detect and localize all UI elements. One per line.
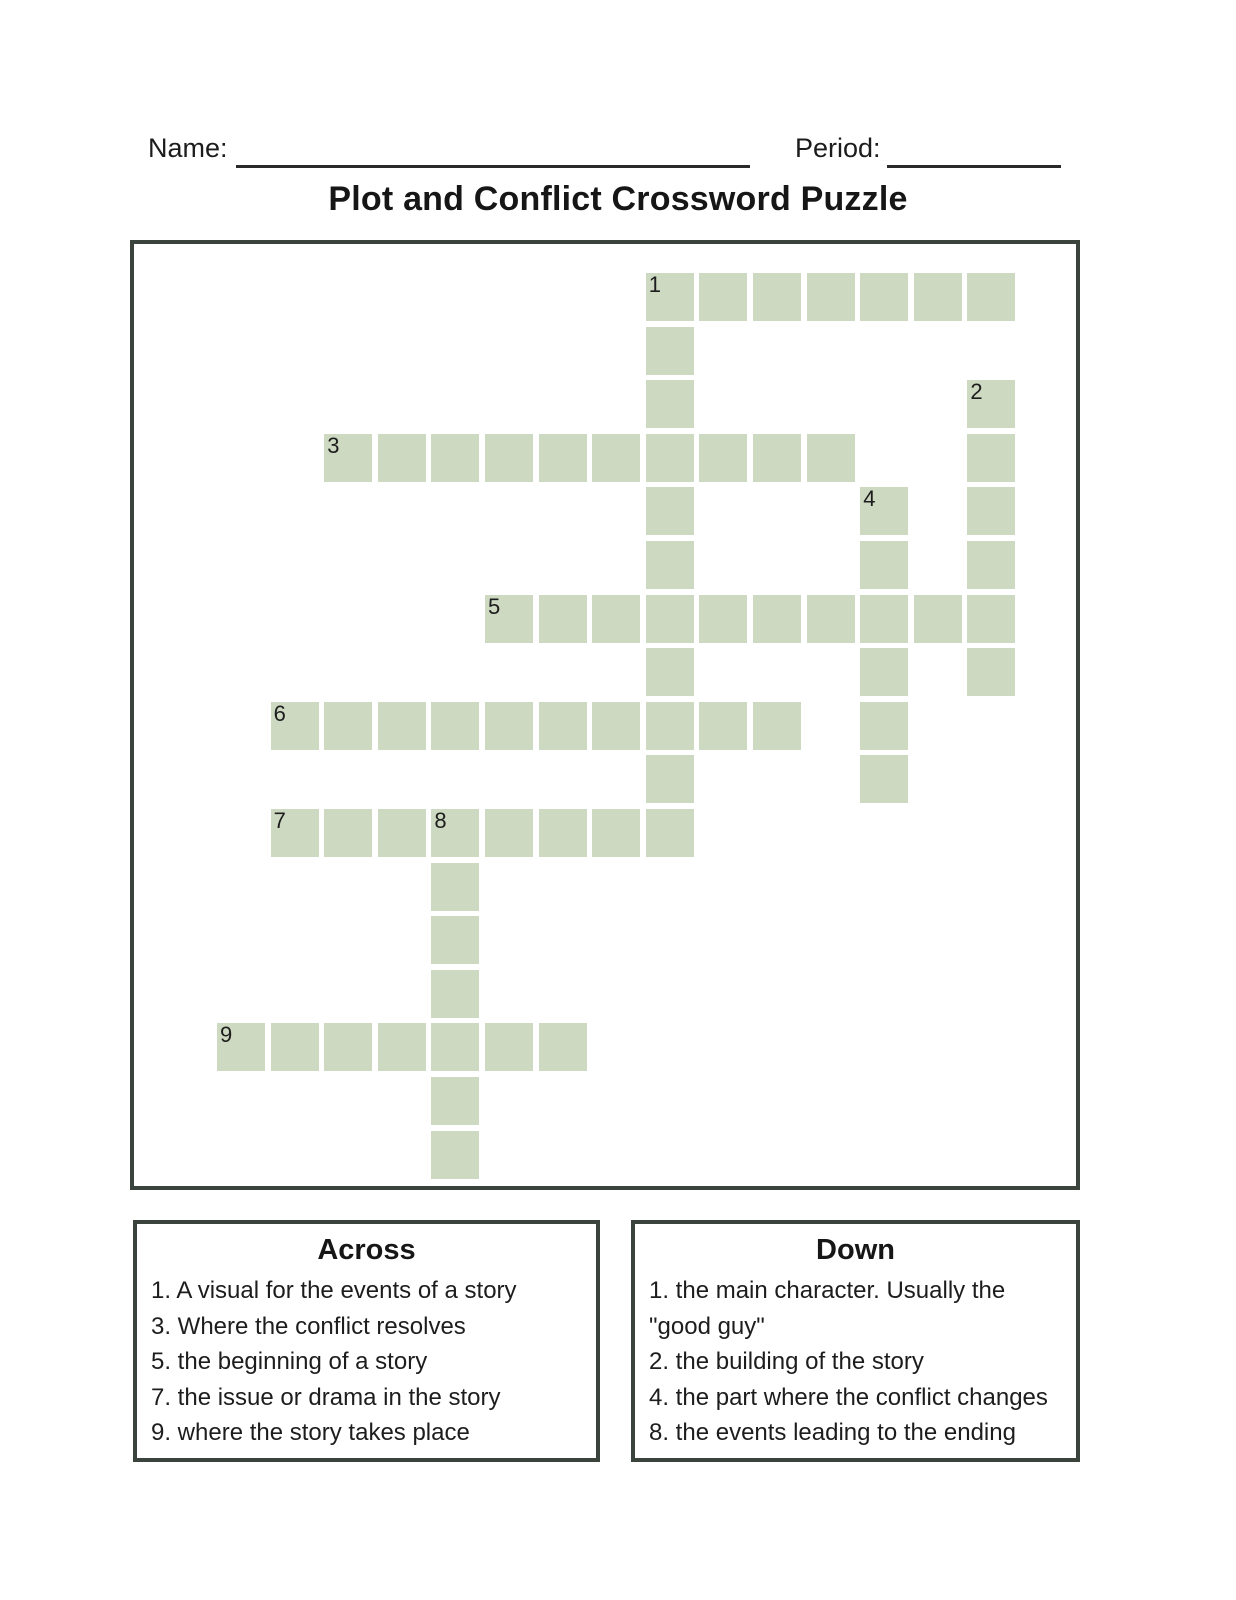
cell-number-label: 9 xyxy=(220,1022,233,1048)
crossword-cell[interactable] xyxy=(646,702,694,750)
crossword-cell[interactable] xyxy=(967,541,1015,589)
crossword-cell[interactable] xyxy=(485,1023,533,1071)
crossword-cell[interactable] xyxy=(646,273,694,321)
crossword-cell[interactable] xyxy=(807,595,855,643)
cell-number-label: 6 xyxy=(273,700,286,726)
crossword-cell[interactable] xyxy=(592,702,640,750)
down-clue-list xyxy=(649,1273,1062,1451)
crossword-cell[interactable] xyxy=(860,648,908,696)
cell-number-label: 3 xyxy=(327,432,340,458)
crossword-cell[interactable] xyxy=(646,755,694,803)
crossword-cell[interactable] xyxy=(271,809,319,857)
cell-number-label: 8 xyxy=(434,808,447,833)
crossword-cell[interactable] xyxy=(485,809,533,857)
crossword-cell[interactable] xyxy=(753,434,801,482)
crossword-cell[interactable] xyxy=(431,702,479,750)
crossword-cell[interactable] xyxy=(324,702,372,750)
name-field[interactable] xyxy=(236,138,750,168)
crossword-cell[interactable] xyxy=(539,434,587,482)
crossword-cell[interactable] xyxy=(539,809,587,857)
crossword-cell[interactable] xyxy=(431,1077,479,1125)
crossword-cell[interactable] xyxy=(646,487,694,535)
crossword-cell[interactable] xyxy=(646,327,694,375)
crossword-cell[interactable] xyxy=(860,595,908,643)
crossword-cell[interactable] xyxy=(753,702,801,750)
crossword-cell[interactable] xyxy=(485,702,533,750)
crossword-cell[interactable] xyxy=(431,863,479,911)
crossword-cell[interactable] xyxy=(539,1023,587,1071)
across-clue-box xyxy=(133,1220,600,1462)
crossword-cell[interactable] xyxy=(860,541,908,589)
crossword-cell[interactable] xyxy=(860,487,908,535)
crossword-cell[interactable] xyxy=(967,595,1015,643)
crossword-cell[interactable] xyxy=(592,434,640,482)
crossword-cell[interactable] xyxy=(646,434,694,482)
crossword-cell[interactable] xyxy=(324,809,372,857)
down-clue-box xyxy=(631,1220,1080,1462)
crossword-cell[interactable] xyxy=(753,273,801,321)
crossword-cell[interactable] xyxy=(378,1023,426,1071)
crossword-cell[interactable] xyxy=(699,434,747,482)
crossword-grid xyxy=(130,240,1080,1190)
crossword-cell[interactable] xyxy=(646,809,694,857)
crossword-cell[interactable] xyxy=(967,380,1015,428)
cell-number-label: 4 xyxy=(863,486,876,512)
down-clue-item: 4. the part where the conflict changes xyxy=(649,1383,1048,1411)
crossword-cell[interactable] xyxy=(324,434,372,482)
crossword-cell[interactable] xyxy=(431,809,479,857)
crossword-cell[interactable] xyxy=(967,487,1015,535)
crossword-cell[interactable] xyxy=(967,434,1015,482)
crossword-cell[interactable] xyxy=(860,273,908,321)
down-clue-item: 8. the events leading to the ending xyxy=(649,1419,1016,1446)
crossword-cell[interactable] xyxy=(967,648,1015,696)
crossword-cell[interactable] xyxy=(967,273,1015,321)
crossword-cell[interactable] xyxy=(914,273,962,321)
crossword-cell[interactable] xyxy=(699,273,747,321)
crossword-cell[interactable] xyxy=(592,595,640,643)
page-title: Plot and Conflict Crossword Puzzle xyxy=(328,180,908,218)
across-clue-item: 9. where the story takes place xyxy=(151,1419,470,1446)
crossword-cell[interactable] xyxy=(592,809,640,857)
down-clue-item: 1. the main character. Usually the "good guy" xyxy=(649,1277,1006,1340)
crossword-cell[interactable] xyxy=(807,434,855,482)
crossword-cell[interactable] xyxy=(807,273,855,321)
crossword-cell[interactable] xyxy=(431,434,479,482)
crossword-cell[interactable] xyxy=(485,434,533,482)
across-clue-item: 7. the issue or drama in the story xyxy=(151,1383,501,1411)
crossword-cell[interactable] xyxy=(753,595,801,643)
crossword-cell[interactable] xyxy=(378,809,426,857)
across-clue-item: 1. A visual for the events of a story xyxy=(151,1277,517,1304)
cell-number-label: 1 xyxy=(648,272,662,297)
crossword-cell[interactable] xyxy=(860,755,908,803)
crossword-cell[interactable] xyxy=(646,380,694,428)
crossword-cell[interactable] xyxy=(378,434,426,482)
across-clue-item: 5. the beginning of a story xyxy=(151,1348,428,1375)
crossword-cell[interactable] xyxy=(431,1023,479,1071)
crossword-cell[interactable] xyxy=(914,595,962,643)
crossword-cell[interactable] xyxy=(271,1023,319,1071)
across-clue-item: 3. Where the conflict resolves xyxy=(151,1312,466,1340)
across-heading: Across xyxy=(317,1234,416,1266)
crossword-cell[interactable] xyxy=(431,1131,479,1179)
crossword-cell[interactable] xyxy=(646,648,694,696)
crossword-cell[interactable] xyxy=(271,702,319,750)
crossword-cell[interactable] xyxy=(431,916,479,964)
crossword-cells xyxy=(134,244,1076,1186)
period-field[interactable] xyxy=(887,138,1061,168)
crossword-cell[interactable] xyxy=(539,702,587,750)
crossword-cell[interactable] xyxy=(431,970,479,1018)
cell-number-label: 5 xyxy=(488,593,501,619)
down-heading: Down xyxy=(816,1234,895,1266)
crossword-cell[interactable] xyxy=(217,1023,265,1071)
crossword-cell[interactable] xyxy=(324,1023,372,1071)
crossword-cell[interactable] xyxy=(378,702,426,750)
crossword-cell[interactable] xyxy=(539,595,587,643)
crossword-cell[interactable] xyxy=(699,595,747,643)
down-clue-item: 2. the building of the story xyxy=(649,1348,924,1375)
crossword-cell[interactable] xyxy=(646,595,694,643)
crossword-cell[interactable] xyxy=(485,595,533,643)
crossword-cell[interactable] xyxy=(699,702,747,750)
crossword-cell[interactable] xyxy=(646,541,694,589)
across-clue-list xyxy=(151,1273,582,1451)
cell-number-label: 2 xyxy=(970,379,983,405)
name-label: Name: xyxy=(148,133,228,163)
cell-number-label: 7 xyxy=(273,808,286,833)
period-label: Period: xyxy=(795,133,881,163)
crossword-cell[interactable] xyxy=(860,702,908,750)
